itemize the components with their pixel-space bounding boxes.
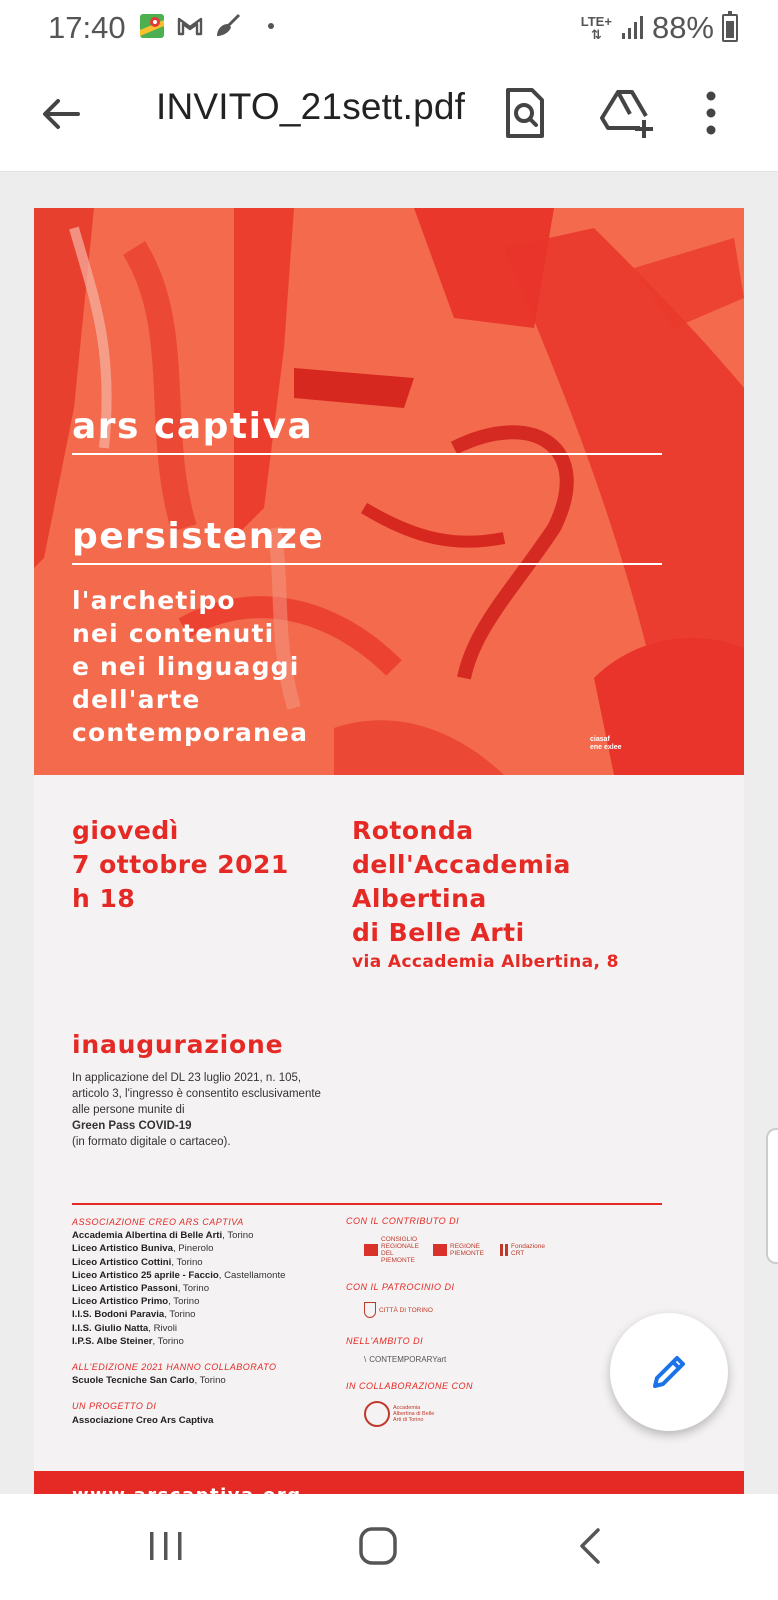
maps-icon: [138, 12, 166, 40]
gmail-icon: [176, 12, 204, 40]
system-status: [581, 10, 738, 46]
poster-title-persistenze: persistenze: [72, 516, 325, 557]
edit-pencil-icon: [647, 1350, 691, 1394]
consiglio-regionale-logo: CONSIGLIO REGIONALE DEL PIEMONTE: [364, 1236, 417, 1264]
list-item: I.P.S. Albe Steiner, Torino: [72, 1335, 184, 1347]
system-nav-bar: [0, 1494, 778, 1600]
regione-piemonte-logo: REGIONE PIEMONTE: [433, 1243, 484, 1257]
fondazione-crt-logo: Fondazione CRT: [500, 1243, 545, 1257]
back-arrow-icon[interactable]: [36, 89, 86, 139]
home-icon[interactable]: [356, 1524, 400, 1568]
event-venue: Rotonda dell'Accademia Albertina di Belle Arti: [352, 816, 571, 947]
list-item: Liceo Artistico Buniva, Pinerolo: [72, 1243, 214, 1255]
document-title: INVITO_21sett.pdf: [156, 86, 466, 127]
list-item: Accademia Albertina di Belle Arti, Torino: [72, 1230, 254, 1242]
accademia-albertina-logo: Accademia Albertina di Belle Arti di Torino: [364, 1401, 437, 1427]
list-item: Liceo Artistico 25 aprile - Faccio, Castellamonte: [72, 1269, 286, 1281]
signal-icon: [620, 15, 644, 41]
contemporary-art-logo: \ CONTEMPORARYart: [364, 1355, 447, 1364]
event-date: giovedì 7 ottobre 2021 h 18: [72, 816, 289, 913]
list-item: I.I.S. Giulio Natta, Rivoli: [72, 1322, 178, 1334]
list-item: Liceo Artistico Primo, Torino: [72, 1296, 200, 1308]
credits-divider: [72, 1203, 662, 1205]
sponsor-credits: CON IL CONTRIBUTO DI CONSIGLIO REGIONALE DEL PIEMONTE REGIONE PIEMONTE Fondazione CRT CON IL PATROCINIO DI CITTÀ DI TORINO NELL'AMBITO DI \ CONTEMPORARYart IN COLLABORAZIONE CON Accademia Albertina di Belle Arti di Torino: [346, 1216, 616, 1445]
poster-title-ars-captiva: ars captiva: [72, 406, 314, 447]
broom-icon: [214, 12, 242, 40]
title-divider: [72, 453, 662, 455]
venue-address: via Accademia Albertina, 8: [352, 952, 619, 972]
poster-subtitle: l'archetipo nei contenuti e nei linguaggi dell'arte contemporanea: [72, 586, 309, 747]
dot-icon: [268, 23, 274, 29]
back-icon[interactable]: [570, 1524, 614, 1568]
list-item: I.I.S. Bodoni Paravia, Torino: [72, 1309, 196, 1321]
subtitle-divider: [72, 563, 662, 565]
recent-apps-icon[interactable]: [144, 1524, 188, 1568]
notification-icons: [138, 12, 274, 40]
fast-scroll-handle[interactable]: [766, 1128, 778, 1264]
more-vert-icon[interactable]: [696, 86, 726, 140]
poster-artwork: [34, 208, 744, 775]
edit-fab-button[interactable]: [610, 1313, 728, 1431]
citta-di-torino-logo: CITTÀ DI TORINO: [364, 1302, 433, 1318]
battery-percent: 88%: [651, 10, 714, 45]
search-in-document-icon[interactable]: [500, 86, 550, 140]
network-type: LTE+ ⇅: [580, 14, 612, 42]
status-bar: [0, 0, 778, 56]
list-item: Liceo Artistico Passoni, Torino: [72, 1283, 210, 1295]
pdf-viewer[interactable]: [0, 172, 778, 1494]
inauguration-heading: inaugurazione: [72, 1030, 284, 1059]
inauguration-notice: In applicazione del DL 23 luglio 2021, n. 105, articolo 3, l'ingresso è consentito esclusivamente alle persone munite di Green Pass COVID-19 (in formato digitale o cartaceo).: [72, 1072, 321, 1148]
status-time: 17:40: [48, 10, 126, 45]
pdf-page: [34, 208, 744, 1508]
app-bar: [0, 56, 778, 172]
battery-icon: [722, 14, 738, 42]
list-item: Liceo Artistico Cottini, Torino: [72, 1256, 203, 1268]
artwork-credit: ciasaf ene exlee: [590, 736, 622, 751]
add-to-drive-icon[interactable]: [600, 86, 658, 140]
organizer-credits: ASSOCIAZIONE CREO ARS CAPTIVA Accademia Albertina di Belle Arti, Torino Liceo Artistico Buniva, Pinerolo Liceo Artistico Cottini, Torino Liceo Artistico 25 aprile - Faccio, Castellamonte Liceo Artistico Passoni, Torino Liceo Artistico Primo, Torino I.I.S. Bodoni Paravia, Torino I.I.S. Giulio Natta, Rivoli I.P.S. Albe Steiner, Torino ALL'EDIZIONE 2021 HANNO COLLABORATO Scuole Tecniche San Carlo, Torino UN PROGETTO DI Associazione Creo Ars Captiva: [72, 1216, 342, 1427]
